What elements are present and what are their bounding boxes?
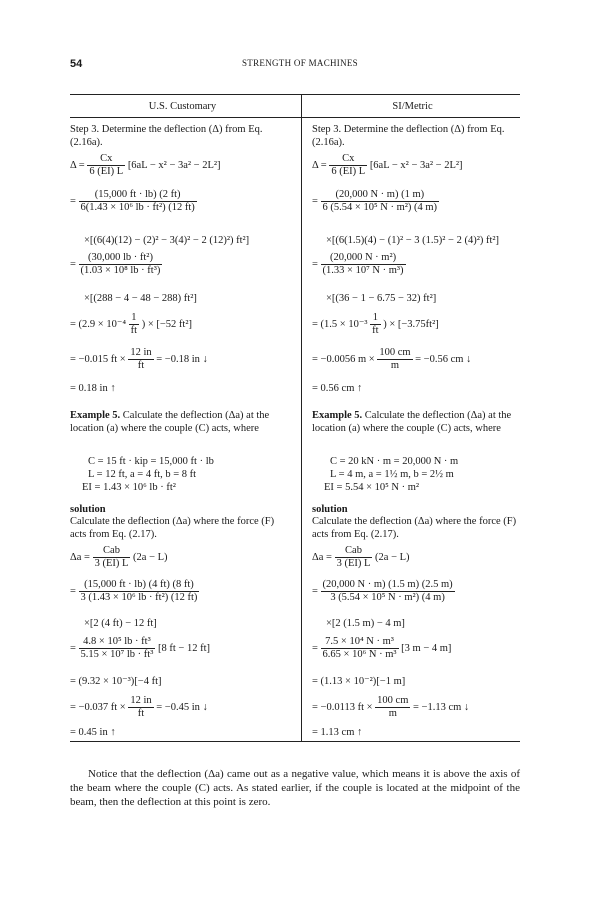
step3-intro: Step 3. Determine the deflection (Δ) from Eq. (2.16a). bbox=[70, 124, 263, 148]
couple-bracket: ×[2 (4 ft) − 12 ft] bbox=[84, 618, 157, 629]
product-step: = (2.9 × 10⁻⁴ $\frac{1}{ft}$ ) × [−52 ft²] bbox=[70, 312, 192, 336]
table-header-rule bbox=[70, 117, 520, 118]
deflection-formula bbox=[312, 153, 463, 178]
bracket-expansion: ×[(6(4)(12) − (2)² − 3(4)² − 2 (12)²) ft²] bbox=[84, 235, 250, 246]
couple-deflection-formula: Δa = $\frac{\text{Cab}}{3 (EI) L}$ (2a − L) bbox=[70, 545, 168, 569]
running-title: STRENGTH OF MACHINES bbox=[241, 58, 358, 68]
given-couple: C = 15 ft · kip = 15,000 ft · lb bbox=[88, 456, 214, 467]
couple-substitution: = $\frac{(20,000 N \cdot m) (1.5 m) (2.5 m)}{\text{3 (5.54 × 10⁵ N · m²) (4 m)}}$ bbox=[312, 579, 453, 603]
substitution-step: = $\frac{(20,000 N \cdot m) (1 m)}{\text{6 (5.54 × 10⁵ N · m²) (4 m)}}$ bbox=[312, 189, 438, 213]
couple-deflection-result: = 1.13 cm ↑ bbox=[312, 727, 363, 738]
formula-fraction: $\frac{Cx}{6 (EI) L}$ bbox=[331, 153, 366, 177]
couple-deflection-result: = 0.45 in ↑ bbox=[70, 727, 116, 738]
example5-heading: Example 5. Calculate the deflection (Δa) at the location (a) where the couple (C) acts, where bbox=[70, 410, 270, 434]
solution-label: solution bbox=[312, 504, 348, 515]
bracket-sum: ×[(36 − 1 − 6.75 − 32) ft²] bbox=[326, 293, 437, 304]
simplified-step: = $\frac{\text{(20,000 N · m²)}}{\text{(1.33 × 10⁷ N · m³)}}$ bbox=[312, 252, 404, 276]
given-stiffness: EI = 1.43 × 10⁶ lb · ft² bbox=[82, 482, 176, 493]
bracket-expansion: ×[(6(1.5)(4) − (1)² − 3 (1.5)² − 2 (4)²) ft²] bbox=[326, 235, 500, 246]
couple-substitution: = $\frac{(15,000 ft \cdot lb) (4 ft) (8 ft)}{\text{3 (1.43 × 10⁶ lb · ft²) (12 ft)}}$ bbox=[70, 579, 198, 603]
simplified-step: = $\frac{\text{(30,000 lb · ft²)}}{\text{(1.03 × 10⁸ lb · ft³)}}$ bbox=[70, 252, 161, 276]
page-number: 54 bbox=[70, 58, 83, 70]
unit-conversion-step: = −0.015 ft × $\frac{12 in}{ft}$ = −0.18 in ↓ bbox=[70, 347, 208, 371]
couple-product: = (1.13 × 10⁻²)[−1 m] bbox=[312, 676, 406, 687]
solution-text: Calculate the deflection (Δa) where the force (F) acts from Eq. (2.17). bbox=[70, 516, 275, 540]
couple-simplified: = $\frac{\text{7.5 × 10⁴ N · m³}}{\text{6.65 × 10⁶ N · m³}}$ [3 m − 4 m] bbox=[312, 636, 452, 660]
deflection-result: = 0.56 cm ↑ bbox=[312, 383, 363, 394]
couple-simplified: = $\frac{\text{4.8 × 10⁵ lb · ft³}}{\text{5.15 × 10⁷ lb · ft³}}$ [8 ft − 12 ft] bbox=[70, 636, 210, 660]
couple-bracket: ×[2 (1.5 m) − 4 m] bbox=[326, 618, 405, 629]
formula-bracket: [6aL − x² − 3a² − 2L²] bbox=[127, 159, 221, 171]
solution-text: Calculate the deflection (Δa) where the force (F) acts from Eq. (2.17). bbox=[312, 516, 517, 540]
right-column-header: SI/Metric bbox=[392, 101, 433, 112]
couple-deflection-formula: Δa = $\frac{\text{Cab}}{3 (EI) L}$ (2a − L) bbox=[312, 545, 410, 569]
left-column-header: U.S. Customary bbox=[148, 101, 217, 112]
deflection-formula bbox=[70, 153, 221, 178]
solution-label: solution bbox=[70, 504, 106, 515]
delta-symbol: Δ = bbox=[70, 159, 85, 171]
closing-note: Notice that the deflection (Δa) came out as a negative value, which means it is above the axis of the beam where the couple (C) acts. As stated earlier, if the couple is located at the midpoint of the beam, then the deflection at this point is zero. bbox=[70, 768, 520, 808]
unit-conversion-step: = −0.0056 m × $\frac{100 cm}{m}$ = −0.56 cm ↓ bbox=[312, 347, 472, 371]
given-stiffness: EI = 5.54 × 10⁵ N · m² bbox=[324, 482, 420, 493]
product-step: = (1.5 × 10⁻³ $\frac{1}{ft}$ ) × [−3.75ft²] bbox=[312, 312, 439, 336]
example5-heading: Example 5. Calculate the deflection (Δa) at the location (a) where the couple (C) acts, where bbox=[312, 410, 512, 434]
given-lengths: L = 12 ft, a = 4 ft, b = 8 ft bbox=[88, 469, 197, 480]
formula-fraction: $\frac{Cx}{6 (EI) L}$ bbox=[89, 153, 124, 177]
delta-symbol: Δ = bbox=[312, 159, 327, 171]
couple-unit-conversion: = −0.0113 ft × $\frac{100 cm}{m}$ = −1.13 cm ↓ bbox=[312, 695, 470, 719]
formula-bracket: [6aL − x² − 3a² − 2L²] bbox=[369, 159, 463, 171]
bracket-sum: ×[(288 − 4 − 48 − 288) ft²] bbox=[84, 293, 197, 304]
step3-intro: Step 3. Determine the deflection (Δ) from Eq. (2.16a). bbox=[312, 124, 505, 148]
table-bottom-rule bbox=[70, 741, 520, 742]
given-couple: C = 20 kN · m = 20,000 N · m bbox=[330, 456, 459, 467]
column-divider bbox=[301, 94, 302, 741]
deflection-result: = 0.18 in ↑ bbox=[70, 383, 116, 394]
substitution-step: = $\frac{(15,000 ft \cdot lb) (2 ft)}{\text{6(1.43 × 10⁶ lb · ft²) (12 ft)}}$ bbox=[70, 189, 195, 213]
given-lengths: L = 4 m, a = 1½ m, b = 2½ m bbox=[330, 469, 454, 480]
couple-product: = (9.32 × 10⁻³)[−4 ft] bbox=[70, 676, 162, 687]
couple-unit-conversion: = −0.037 ft × $\frac{12 in}{ft}$ = −0.45 in ↓ bbox=[70, 695, 208, 719]
table-top-rule bbox=[70, 94, 520, 95]
